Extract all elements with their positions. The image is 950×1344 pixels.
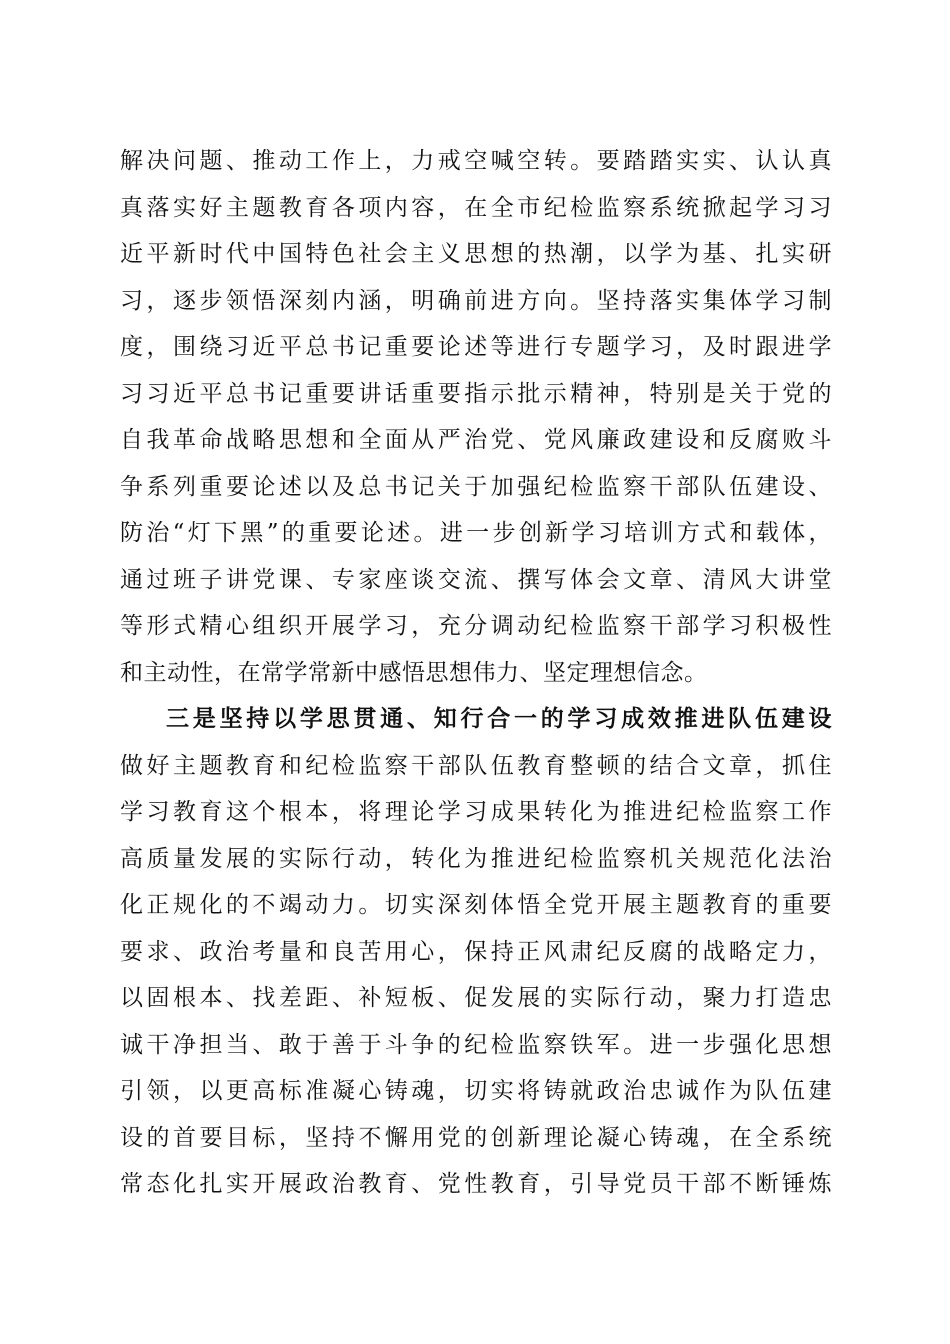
text-line: 高质量发展的实际行动，转化为推进纪检监察机关规范化法治 [120, 845, 832, 872]
text-line: 要求、政治考量和良苦用心，保持正风肃纪反腐的战略定力， [120, 938, 832, 965]
text-line: 度，围绕习近平总书记重要论述等进行专题学习，及时跟进学 [120, 334, 832, 360]
text-line: 引领，以更高标准凝心铸魂，切实将铸就政治忠诚作为队伍建 [120, 1078, 832, 1104]
text-line: 防治“灯下黑”的重要论述。进一步创新学习培训方式和载体， [120, 520, 832, 546]
text-line: 学习教育这个根本，将理论学习成果转化为推进纪检监察工作 [120, 799, 832, 825]
text-line: 习，逐步领悟深刻内涵，明确前进方向。坚持落实集体学习制 [120, 287, 832, 314]
text-line: 化正规化的不竭动力。切实深刻体悟全党开展主题教育的重要 [120, 892, 832, 918]
text-line: 解决问题、推动工作上，力戒空喊空转。要踏踏实实、认认真 [120, 148, 832, 174]
text-line: 通过班子讲党课、专家座谈交流、撰写体会文章、清风大讲堂 [120, 566, 832, 593]
text-line: 等形式精心组织开展学习，充分调动纪检监察干部学习积极性 [120, 613, 832, 639]
text-line: 真落实好主题教育各项内容，在全市纪检监察系统掀起学习习 [120, 194, 832, 221]
text-line: 设的首要目标，坚持不懈用党的创新理论凝心铸魂，在全系统 [120, 1124, 832, 1151]
text-line: 做好主题教育和纪检监察干部队伍教育整顿的结合文章，抓住 [120, 752, 832, 779]
text-line: 习习近平总书记重要讲话重要指示批示精神，特别是关于党的 [120, 380, 832, 407]
text-line: 诚干净担当、敢于善于斗争的纪检监察铁军。进一步强化思想 [120, 1031, 832, 1058]
text-line: 以固根本、找差距、补短板、促发展的实际行动，聚力打造忠 [120, 985, 832, 1011]
text-line: 自我革命战略思想和全面从严治党、党风廉政建设和反腐败斗 [120, 427, 832, 453]
section-heading: 三是坚持以学思贯通、知行合一的学习成效推进队伍建设 [166, 705, 832, 732]
text-line: 争系列重要论述以及总书记关于加强纪检监察干部队伍建设、 [120, 473, 832, 500]
text-line: 近平新时代中国特色社会主义思想的热潮，以学为基、扎实研 [120, 241, 832, 267]
paragraph-end-line: 和主动性，在常学常新中感悟思想伟力、坚定理想信念。 [120, 659, 708, 686]
body-text [120, 138, 832, 1208]
text-line: 常态化扎实开展政治教育、党性教育，引导党员干部不断锤炼 [120, 1171, 832, 1197]
